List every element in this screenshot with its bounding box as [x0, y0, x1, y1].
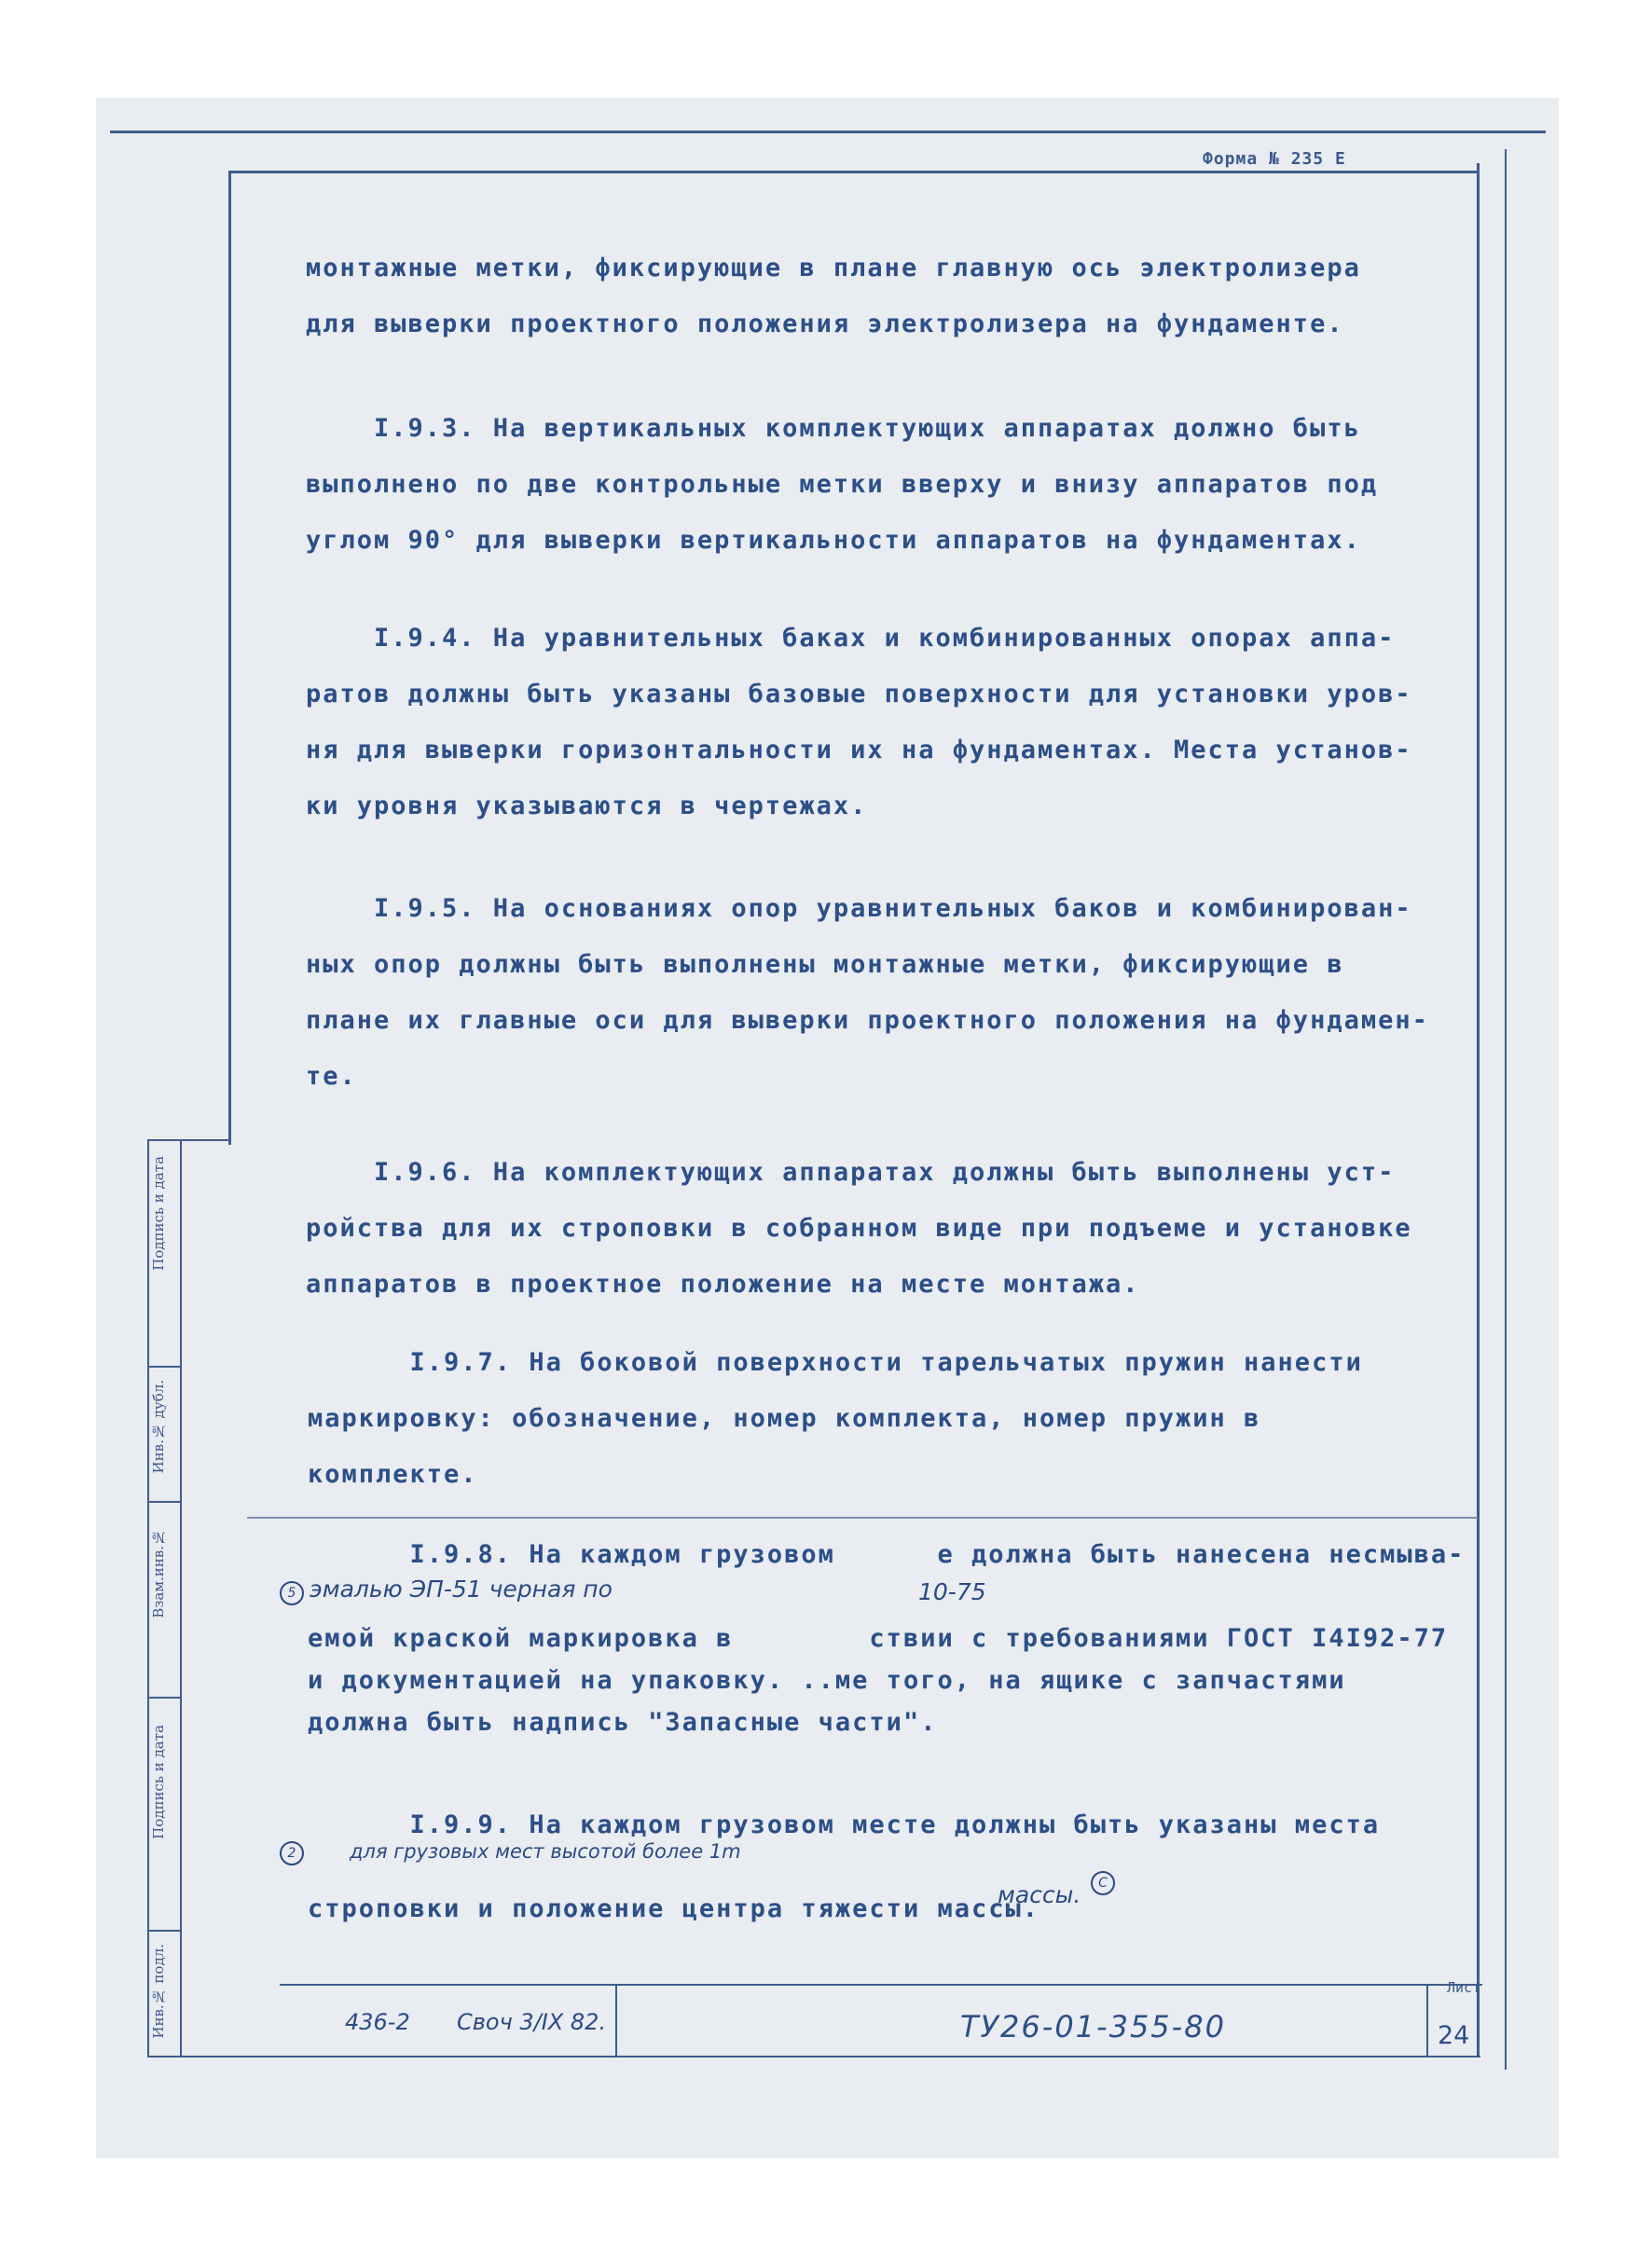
title-block-divider — [615, 1984, 617, 2057]
top-rule — [110, 131, 1546, 133]
circled-copyright-mark: C — [1091, 1871, 1115, 1895]
frame-top — [228, 171, 1478, 173]
handwritten-height-note: для грузовых мест высотой более 1m — [350, 1840, 741, 1863]
side-label-signature-date-2: Подпись и дата — [150, 1725, 167, 1839]
side-label-duplicate-no: Инв.№ дубл. — [150, 1380, 167, 1474]
paragraph-1-9-7: I.9.7. На боковой поверхности тарельчатых пружин нанести маркировку: обозначение, номер комплекта, номер пружин в комплекте. — [308, 1348, 1363, 1489]
side-col-divider — [147, 1697, 181, 1699]
side-col-right — [180, 1139, 182, 2057]
sheet-caption: Лист — [1447, 1979, 1481, 1996]
side-label-signature-date: Подпись и дата — [150, 1156, 167, 1271]
frame-right — [1477, 163, 1480, 2056]
handwritten-enamel-note: эмалью ЭП-51 черная по — [310, 1576, 613, 1603]
side-col-divider — [147, 1930, 181, 1932]
frame-left — [228, 171, 231, 1145]
side-col-left — [147, 1139, 149, 2057]
side-col-divider — [147, 1501, 181, 1503]
paragraph-1-9-4: I.9.4. На уравнительных баках и комбинированных опорах аппа- ратов должны быть указаны базовые поверхности для установки уров- ня для выверки горизонтальности их на фундаментах. Места установ- ки уровня указываются в чертежах. — [306, 624, 1412, 820]
paragraph-1-9-9: I.9.9. На каждом грузовом месте должны быть указаны места строповки и положение центра тяжести массы. — [308, 1810, 1381, 1923]
frame-right-outer — [1505, 149, 1507, 2070]
title-block-top — [280, 1984, 1482, 1986]
paragraph-intro: монтажные метки, фиксирующие в плане главную ось электролизера для выверки проектного положения электролизера на фундаменте. — [306, 254, 1361, 338]
section-rule — [247, 1517, 1478, 1519]
title-block-number: 436-2 — [345, 2009, 410, 2035]
title-block-signature: Своч 3/IX 82. — [457, 2009, 607, 2035]
title-block-divider — [1426, 1984, 1428, 2057]
paragraph-1-9-3: I.9.3. На вертикальных комплектующих аппаратах должно быть выполнено по две контрольные метки вверху и внизу аппаратов под углом 90° для выверки вертикальности аппаратов на фундаментах. — [306, 414, 1379, 555]
circled-number-2: 2 — [280, 1841, 304, 1865]
handwritten-mass-note: массы. — [998, 1881, 1081, 1908]
frame-bottom — [147, 2056, 1480, 2057]
form-number: Форма № 235 Е — [1203, 149, 1346, 169]
side-col-top — [147, 1139, 231, 1141]
side-label-replaced-no: Взам.инв.№ — [150, 1529, 167, 1618]
side-label-original-no: Инв.№ подл. — [150, 1944, 167, 2039]
paragraph-1-9-5: I.9.5. На основаниях опор уравнительных баков и комбинирован- ных опор должны быть выполнены монтажные метки, фиксирующие в плане их главные оси для выверки проектного положения на фундамен- те. — [306, 894, 1429, 1091]
document-code: ТУ26-01-355-80 — [960, 2009, 1226, 2044]
handwritten-enamel-suffix: 10-75 — [918, 1578, 986, 1605]
paragraph-1-9-8: I.9.8. На каждом грузовом е должна быть нанесена несмыва- емой краской маркировка в ствии с требованиями ГОСТ I4I92-77 и документацией на упаковку. ..ме того, на ящике с запчастями должна быть надпись "Запасные части". — [308, 1540, 1466, 1737]
sheet-number: 24 — [1438, 2021, 1470, 2050]
paragraph-1-9-6: I.9.6. На комплектующих аппаратах должны быть выполнены уст- ройства для их строповки в собранном виде при подъеме и установке аппаратов в проектное положение на месте монтажа. — [306, 1158, 1412, 1299]
side-col-divider — [147, 1366, 181, 1368]
circled-number-5: 5 — [280, 1581, 304, 1605]
